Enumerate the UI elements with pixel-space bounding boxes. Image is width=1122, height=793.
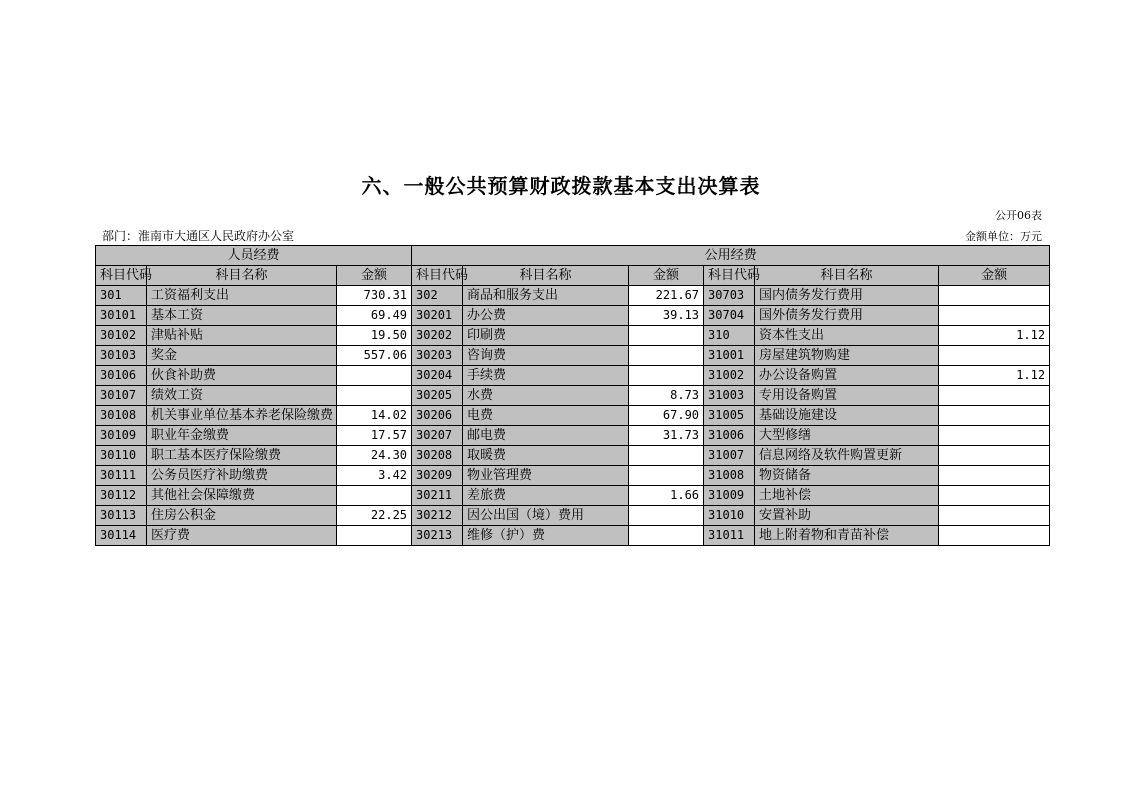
name-cell: 物业管理费 [463, 466, 629, 486]
table-row [96, 306, 1050, 326]
name-cell: 职工基本医疗保险缴费 [147, 446, 337, 466]
amount-cell: 221.67 [629, 286, 704, 306]
name-cell: 国内债务发行费用 [755, 286, 939, 306]
name-cell: 专用设备购置 [755, 386, 939, 406]
code-cell: 30213 [412, 526, 463, 546]
name-cell: 因公出国（境）费用 [463, 506, 629, 526]
amount-cell [337, 526, 412, 546]
amount-cell: 1.12 [939, 326, 1050, 346]
group-public: 公用经费 [412, 246, 1050, 266]
amount-cell: 39.13 [629, 306, 704, 326]
page-title: 六、一般公共预算财政拨款基本支出决算表 [361, 174, 761, 198]
amount-cell: 1.66 [629, 486, 704, 506]
code-cell: 30113 [96, 506, 147, 526]
amount-cell: 24.30 [337, 446, 412, 466]
table-row [96, 466, 1050, 486]
amount-unit-label: 金额单位：万元 [965, 230, 1042, 243]
code-cell: 30107 [96, 386, 147, 406]
name-cell: 取暖费 [463, 446, 629, 466]
table-row [96, 406, 1050, 426]
name-cell: 信息网络及软件购置更新 [755, 446, 939, 466]
code-cell: 302 [412, 286, 463, 306]
header-amount: 金额 [629, 266, 704, 286]
name-cell: 办公费 [463, 306, 629, 326]
code-cell: 30209 [412, 466, 463, 486]
header-name: 科目名称 [755, 266, 939, 286]
name-cell: 大型修缮 [755, 426, 939, 446]
name-cell: 商品和服务支出 [463, 286, 629, 306]
name-cell: 地上附着物和青苗补偿 [755, 526, 939, 546]
column-header-row [96, 266, 1050, 286]
name-cell: 医疗费 [147, 526, 337, 546]
name-cell: 差旅费 [463, 486, 629, 506]
code-cell: 30202 [412, 326, 463, 346]
name-cell: 绩效工资 [147, 386, 337, 406]
name-cell: 公务员医疗补助缴费 [147, 466, 337, 486]
code-cell: 30205 [412, 386, 463, 406]
name-cell: 手续费 [463, 366, 629, 386]
table-row [96, 346, 1050, 366]
amount-cell [629, 346, 704, 366]
table-row [96, 366, 1050, 386]
name-cell: 电费 [463, 406, 629, 426]
name-cell: 邮电费 [463, 426, 629, 446]
code-cell: 30201 [412, 306, 463, 326]
amount-cell [939, 286, 1050, 306]
table-row [96, 486, 1050, 506]
amount-cell: 67.90 [629, 406, 704, 426]
amount-cell [629, 506, 704, 526]
header-code: 科目代码 [704, 266, 755, 286]
code-cell: 30114 [96, 526, 147, 546]
header-name: 科目名称 [147, 266, 337, 286]
name-cell: 基本工资 [147, 306, 337, 326]
amount-cell: 69.49 [337, 306, 412, 326]
amount-cell [337, 486, 412, 506]
code-cell: 30109 [96, 426, 147, 446]
code-cell: 30207 [412, 426, 463, 446]
name-cell: 资本性支出 [755, 326, 939, 346]
amount-cell [939, 446, 1050, 466]
code-cell: 30703 [704, 286, 755, 306]
code-cell: 31008 [704, 466, 755, 486]
table-row [96, 506, 1050, 526]
department-label: 部门：淮南市大通区人民政府办公室 [102, 229, 295, 243]
amount-cell [629, 326, 704, 346]
amount-cell [629, 466, 704, 486]
name-cell: 其他社会保障缴费 [147, 486, 337, 506]
table-row [96, 446, 1050, 466]
table-row [96, 526, 1050, 546]
header-code: 科目代码 [96, 266, 147, 286]
code-cell: 31011 [704, 526, 755, 546]
code-cell: 30102 [96, 326, 147, 346]
code-cell: 310 [704, 326, 755, 346]
code-cell: 31006 [704, 426, 755, 446]
table-row [96, 286, 1050, 306]
name-cell: 维修（护）费 [463, 526, 629, 546]
name-cell: 咨询费 [463, 346, 629, 366]
name-cell: 基础设施建设 [755, 406, 939, 426]
table-row [96, 386, 1050, 406]
code-cell: 30212 [412, 506, 463, 526]
name-cell: 职业年金缴费 [147, 426, 337, 446]
code-cell: 31002 [704, 366, 755, 386]
amount-cell: 22.25 [337, 506, 412, 526]
code-cell: 30211 [412, 486, 463, 506]
name-cell: 津贴补贴 [147, 326, 337, 346]
name-cell: 工资福利支出 [147, 286, 337, 306]
amount-cell: 730.31 [337, 286, 412, 306]
name-cell: 物资储备 [755, 466, 939, 486]
header-amount: 金额 [337, 266, 412, 286]
amount-cell [939, 526, 1050, 546]
code-cell: 30112 [96, 486, 147, 506]
code-cell: 30101 [96, 306, 147, 326]
code-cell: 30204 [412, 366, 463, 386]
name-cell: 国外债务发行费用 [755, 306, 939, 326]
name-cell: 安置补助 [755, 506, 939, 526]
amount-cell [939, 386, 1050, 406]
amount-cell [939, 486, 1050, 506]
group-header-row [96, 246, 1050, 266]
amount-cell: 14.02 [337, 406, 412, 426]
table-row [96, 426, 1050, 446]
amount-cell: 557.06 [337, 346, 412, 366]
form-number: 公开06表 [995, 209, 1042, 222]
amount-cell: 31.73 [629, 426, 704, 446]
code-cell: 301 [96, 286, 147, 306]
code-cell: 30111 [96, 466, 147, 486]
amount-cell: 17.57 [337, 426, 412, 446]
amount-cell [337, 386, 412, 406]
code-cell: 30206 [412, 406, 463, 426]
name-cell: 奖金 [147, 346, 337, 366]
name-cell: 机关事业单位基本养老保险缴费 [147, 406, 337, 426]
amount-cell: 3.42 [337, 466, 412, 486]
amount-cell [939, 346, 1050, 366]
header-amount: 金额 [939, 266, 1050, 286]
header-code: 科目代码 [412, 266, 463, 286]
header-name: 科目名称 [463, 266, 629, 286]
code-cell: 31005 [704, 406, 755, 426]
amount-cell [629, 366, 704, 386]
expenditure-table [95, 245, 1050, 546]
amount-cell [939, 466, 1050, 486]
code-cell: 30704 [704, 306, 755, 326]
code-cell: 31009 [704, 486, 755, 506]
name-cell: 房屋建筑物购建 [755, 346, 939, 366]
code-cell: 31001 [704, 346, 755, 366]
code-cell: 30208 [412, 446, 463, 466]
code-cell: 30106 [96, 366, 147, 386]
group-personnel: 人员经费 [96, 246, 412, 266]
code-cell: 31007 [704, 446, 755, 466]
code-cell: 30203 [412, 346, 463, 366]
amount-cell [939, 306, 1050, 326]
name-cell: 印刷费 [463, 326, 629, 346]
code-cell: 30108 [96, 406, 147, 426]
amount-cell: 8.73 [629, 386, 704, 406]
code-cell: 30103 [96, 346, 147, 366]
amount-cell: 19.50 [337, 326, 412, 346]
amount-cell: 1.12 [939, 366, 1050, 386]
name-cell: 办公设备购置 [755, 366, 939, 386]
code-cell: 31010 [704, 506, 755, 526]
name-cell: 土地补偿 [755, 486, 939, 506]
code-cell: 30110 [96, 446, 147, 466]
amount-cell [629, 526, 704, 546]
name-cell: 住房公积金 [147, 506, 337, 526]
table-row [96, 326, 1050, 346]
amount-cell [939, 406, 1050, 426]
amount-cell [629, 446, 704, 466]
name-cell: 伙食补助费 [147, 366, 337, 386]
amount-cell [337, 366, 412, 386]
code-cell: 31003 [704, 386, 755, 406]
amount-cell [939, 506, 1050, 526]
amount-cell [939, 426, 1050, 446]
name-cell: 水费 [463, 386, 629, 406]
